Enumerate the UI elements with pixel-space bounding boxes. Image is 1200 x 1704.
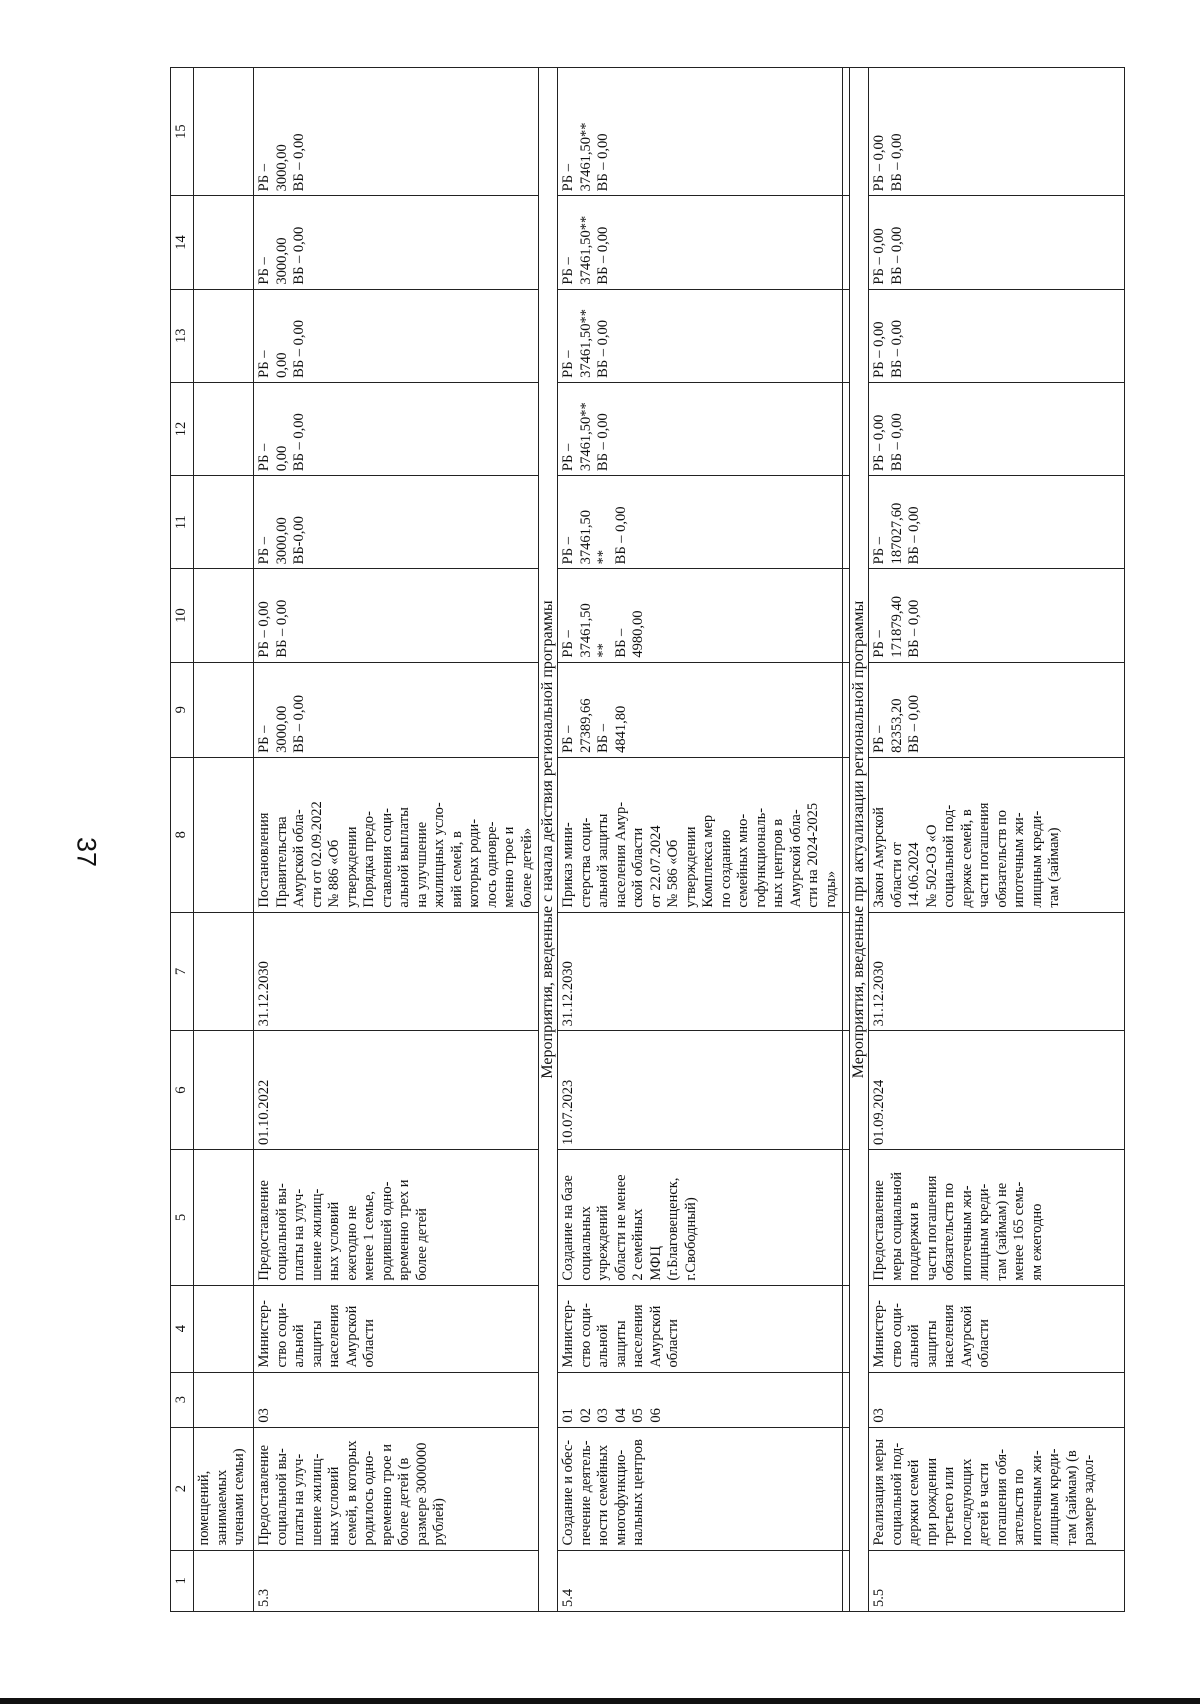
funding-cell: РБ – 0,00 ВБ – 0,00 (254, 289, 539, 382)
column-number: 7 (171, 912, 194, 1031)
column-number: 13 (171, 289, 194, 382)
funding-cell: РБ – 0,00 ВБ – 0,00 (869, 382, 1125, 475)
column-number: 10 (171, 569, 194, 662)
continuation-row (194, 68, 254, 1612)
section-header-row (850, 68, 869, 1612)
task-code: 03 (869, 1372, 1125, 1427)
expected-result: Предоставление меры социальной поддержки в части погашения обязательств по ипотечным жи- лищным креди- там (займам) не менее 165 семь- ям ежегодно (869, 1150, 1125, 1286)
column-number: 5 (171, 1150, 194, 1286)
funding-cell: РБ – 3000,00 ВБ – 0,00 (254, 68, 539, 196)
expected-result: Предоставление социальной вы- платы на улуч- шение жилищ- ных условий ежегодно не менее 1 семье, родившей одно- временно трех и более детей (254, 1150, 539, 1286)
task-code: 01 02 03 04 05 06 (558, 1372, 843, 1427)
table-row (558, 68, 843, 1612)
continuation-text: помещений, занимаемых членами семьи) (194, 1427, 254, 1550)
measure-name: Создание и обес- печение деятель- ности семейных многофункцио- нальных центров (558, 1427, 843, 1550)
end-date: 31.12.2030 (254, 912, 539, 1031)
row-number: 5.4 (558, 1550, 843, 1611)
row-number: 5.3 (254, 1550, 539, 1611)
column-number: 8 (171, 757, 194, 912)
end-date: 31.12.2030 (558, 912, 843, 1031)
scan-bottom-edge (0, 1698, 1200, 1704)
start-date: 10.07.2023 (558, 1031, 843, 1150)
start-date: 01.09.2024 (869, 1031, 1125, 1150)
column-number: 2 (171, 1427, 194, 1550)
funding-cell: РБ – 0,00 ВБ – 0,00 (869, 196, 1125, 289)
funding-cell: РБ – 171879,40 ВБ – 0,00 (869, 569, 1125, 662)
measure-name: Реализация меры социальной под- держки семей при рождении третьего или последующих детей в части погашения обя- зательств по ипотечным жи- лищным креди- там (займам) (в размере задол- (869, 1427, 1125, 1550)
rotated-table-container (170, 67, 1178, 1612)
funding-cell: РБ – 37461,50** ВБ – 0,00 (558, 68, 843, 196)
column-number: 12 (171, 382, 194, 475)
funding-cell: РБ – 37461,50 ** ВБ – 4980,00 (558, 569, 843, 662)
legal-basis: Приказ мини- стерства соци- альной защиты населения Амур- ской области от 22.07.2024 № 586 «Об утверждении Комплекса мер по созданию семейных мно- гофункциональ- ных центров в Амурской обла- сти на 2024-2025 годы» (558, 757, 843, 912)
funding-cell: РБ – 0,00 ВБ – 0,00 (254, 569, 539, 662)
column-number: 15 (171, 68, 194, 196)
executor: Министер- ство соци- альной защиты населения Амурской области (869, 1285, 1125, 1372)
section-header-row (539, 68, 558, 1612)
page-number: 37 (71, 836, 102, 868)
column-number: 9 (171, 662, 194, 757)
section-title: Мероприятия, введенные при актуализации региональной программы (850, 68, 869, 1612)
spacer-row (843, 68, 850, 1612)
table-row (869, 68, 1125, 1612)
funding-cell: РБ – 0,00 ВБ – 0,00 (869, 68, 1125, 196)
section-title: Мероприятия, введенные с начала действия региональной программы (539, 68, 558, 1612)
executor: Министер- ство соци- альной защиты населения Амурской области (558, 1285, 843, 1372)
expected-result: Создание на базе социальных учреждений области не менее 2 семейных МФЦ (г.Благовещенск, г.Свободный) (558, 1150, 843, 1286)
row-number: 5.5 (869, 1550, 1125, 1611)
column-number-row (171, 68, 194, 1612)
funding-cell: РБ – 187027,60 ВБ – 0,00 (869, 476, 1125, 569)
funding-cell: РБ – 37461,50** ВБ – 0,00 (558, 382, 843, 475)
measure-name: Предоставление социальной вы- платы на улуч- шение жилищ- ных условий семей, в которых родилось одно- временно трое и более детей (в размере 3000000 рублей) (254, 1427, 539, 1550)
column-number: 6 (171, 1031, 194, 1150)
start-date: 01.10.2022 (254, 1031, 539, 1150)
column-number: 4 (171, 1285, 194, 1372)
funding-cell: РБ – 27389,66 ВБ – 4841,80 (558, 662, 843, 757)
table-row (254, 68, 539, 1612)
legal-basis: Постановления Правительства Амурской обла- сти от 02.09.2022 № 886 «Об утверждении Порядка предо- ставления соци- альной выплаты на улучшение жилищных усло- вий семей, в которых роди- лось одновре- менно трое и более детей» (254, 757, 539, 912)
funding-cell: РБ – 3000,00 ВБ – 0,00 (254, 196, 539, 289)
end-date: 31.12.2030 (869, 912, 1125, 1031)
column-number: 3 (171, 1372, 194, 1427)
task-code: 03 (254, 1372, 539, 1427)
funding-cell: РБ – 3000,00 ВБ-0,00 (254, 476, 539, 569)
column-number: 11 (171, 476, 194, 569)
funding-cell: РБ – 0,00 ВБ – 0,00 (869, 289, 1125, 382)
funding-cell: РБ – 3000,00 ВБ – 0,00 (254, 662, 539, 757)
column-number: 1 (171, 1550, 194, 1611)
legal-basis: Закон Амурской области от 14.06.2024 № 502-ОЗ «О социальной под- держке семей, в части погашения обязательств по ипотечным жи- лищным креди- там (займам) (869, 757, 1125, 912)
executor: Министер- ство соци- альной защиты населения Амурской области (254, 1285, 539, 1372)
funding-cell: РБ – 37461,50 ** ВБ – 0,00 (558, 476, 843, 569)
measures-table (170, 67, 1125, 1612)
funding-cell: РБ – 0,00 ВБ – 0,00 (254, 382, 539, 475)
column-number: 14 (171, 196, 194, 289)
funding-cell: РБ – 37461,50** ВБ – 0,00 (558, 289, 843, 382)
funding-cell: РБ – 82353,20 ВБ – 0,00 (869, 662, 1125, 757)
funding-cell: РБ – 37461,50** ВБ – 0,00 (558, 196, 843, 289)
